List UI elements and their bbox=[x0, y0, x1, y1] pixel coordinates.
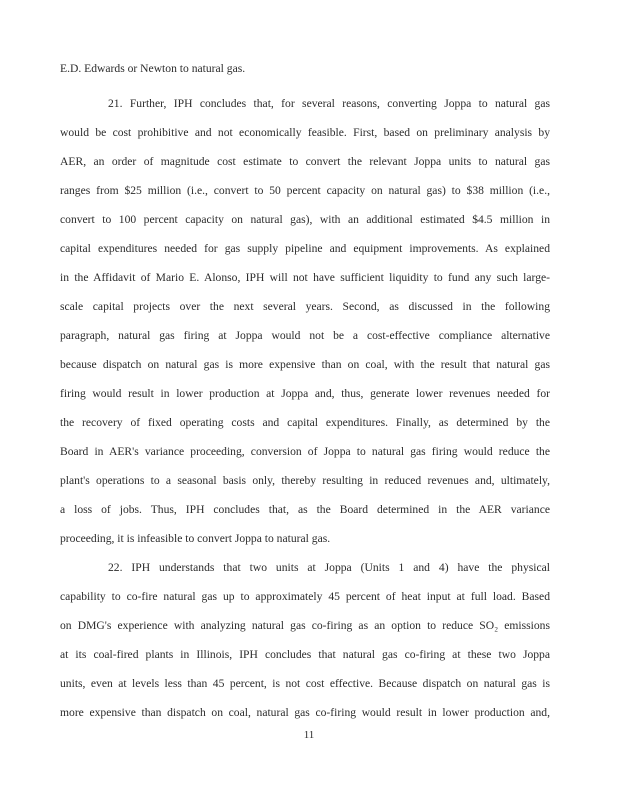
paragraph-21-first-line: 21. Further, IPH concludes that, for several reasons, converting Joppa to natural gas bbox=[108, 97, 550, 110]
text-line: on DMG's experience with analyzing natural gas co-firing as an option to reduce SO₂ emissions bbox=[60, 619, 550, 632]
page-number: 11 bbox=[303, 729, 315, 741]
text-line: convert to 100 percent capacity on natural gas), with an additional estimated $4.5 million in bbox=[60, 213, 550, 226]
text-line: would be cost prohibitive and not economically feasible. First, based on preliminary analysis by bbox=[60, 126, 550, 139]
text-line: because dispatch on natural gas is more expensive than on coal, with the result that natural gas bbox=[60, 358, 550, 371]
text-line: AER, an order of magnitude cost estimate to convert the relevant Joppa units to natural gas bbox=[60, 155, 550, 168]
text-line: at its coal-fired plants in Illinois, IPH concludes that natural gas co-firing at these two Joppa bbox=[60, 648, 550, 661]
paragraph-22-first-line: 22. IPH understands that two units at Joppa (Units 1 and 4) have the physical bbox=[108, 561, 550, 574]
text-line: scale capital projects over the next several years. Second, as discussed in the following bbox=[60, 300, 550, 313]
text-line: plant's operations to a seasonal basis only, thereby resulting in reduced revenues and, ultimately, bbox=[60, 474, 550, 487]
text-line: E.D. Edwards or Newton to natural gas. bbox=[60, 62, 246, 75]
text-line: a loss of jobs. Thus, IPH concludes that, as the Board determined in the AER variance bbox=[60, 503, 550, 516]
text-line: ranges from $25 million (i.e., convert to 50 percent capacity on natural gas) to $38 million (i.e., bbox=[60, 184, 550, 197]
text-line: paragraph, natural gas firing at Joppa would not be a cost-effective compliance alternative bbox=[60, 329, 550, 342]
text-line: capability to co-fire natural gas up to approximately 45 percent of heat input at full load. Based bbox=[60, 590, 550, 603]
text-line: proceeding, it is infeasible to convert Joppa to natural gas. bbox=[60, 532, 331, 545]
text-line: more expensive than dispatch on coal, natural gas co-firing would result in lower production and, bbox=[60, 706, 550, 719]
text-line: units, even at levels less than 45 percent, is not cost effective. Because dispatch on natural gas is bbox=[60, 677, 550, 690]
text-line: in the Affidavit of Mario E. Alonso, IPH will not have sufficient liquidity to fund any such large- bbox=[60, 271, 550, 284]
text-line: capital expenditures needed for gas supply pipeline and equipment improvements. As explained bbox=[60, 242, 550, 255]
text-line: Board in AER's variance proceeding, conversion of Joppa to natural gas firing would reduce the bbox=[60, 445, 550, 458]
text-line: the recovery of fixed operating costs and capital expenditures. Finally, as determined by the bbox=[60, 416, 550, 429]
text-line: firing would result in lower production at Joppa and, thus, generate lower revenues needed for bbox=[60, 387, 550, 400]
